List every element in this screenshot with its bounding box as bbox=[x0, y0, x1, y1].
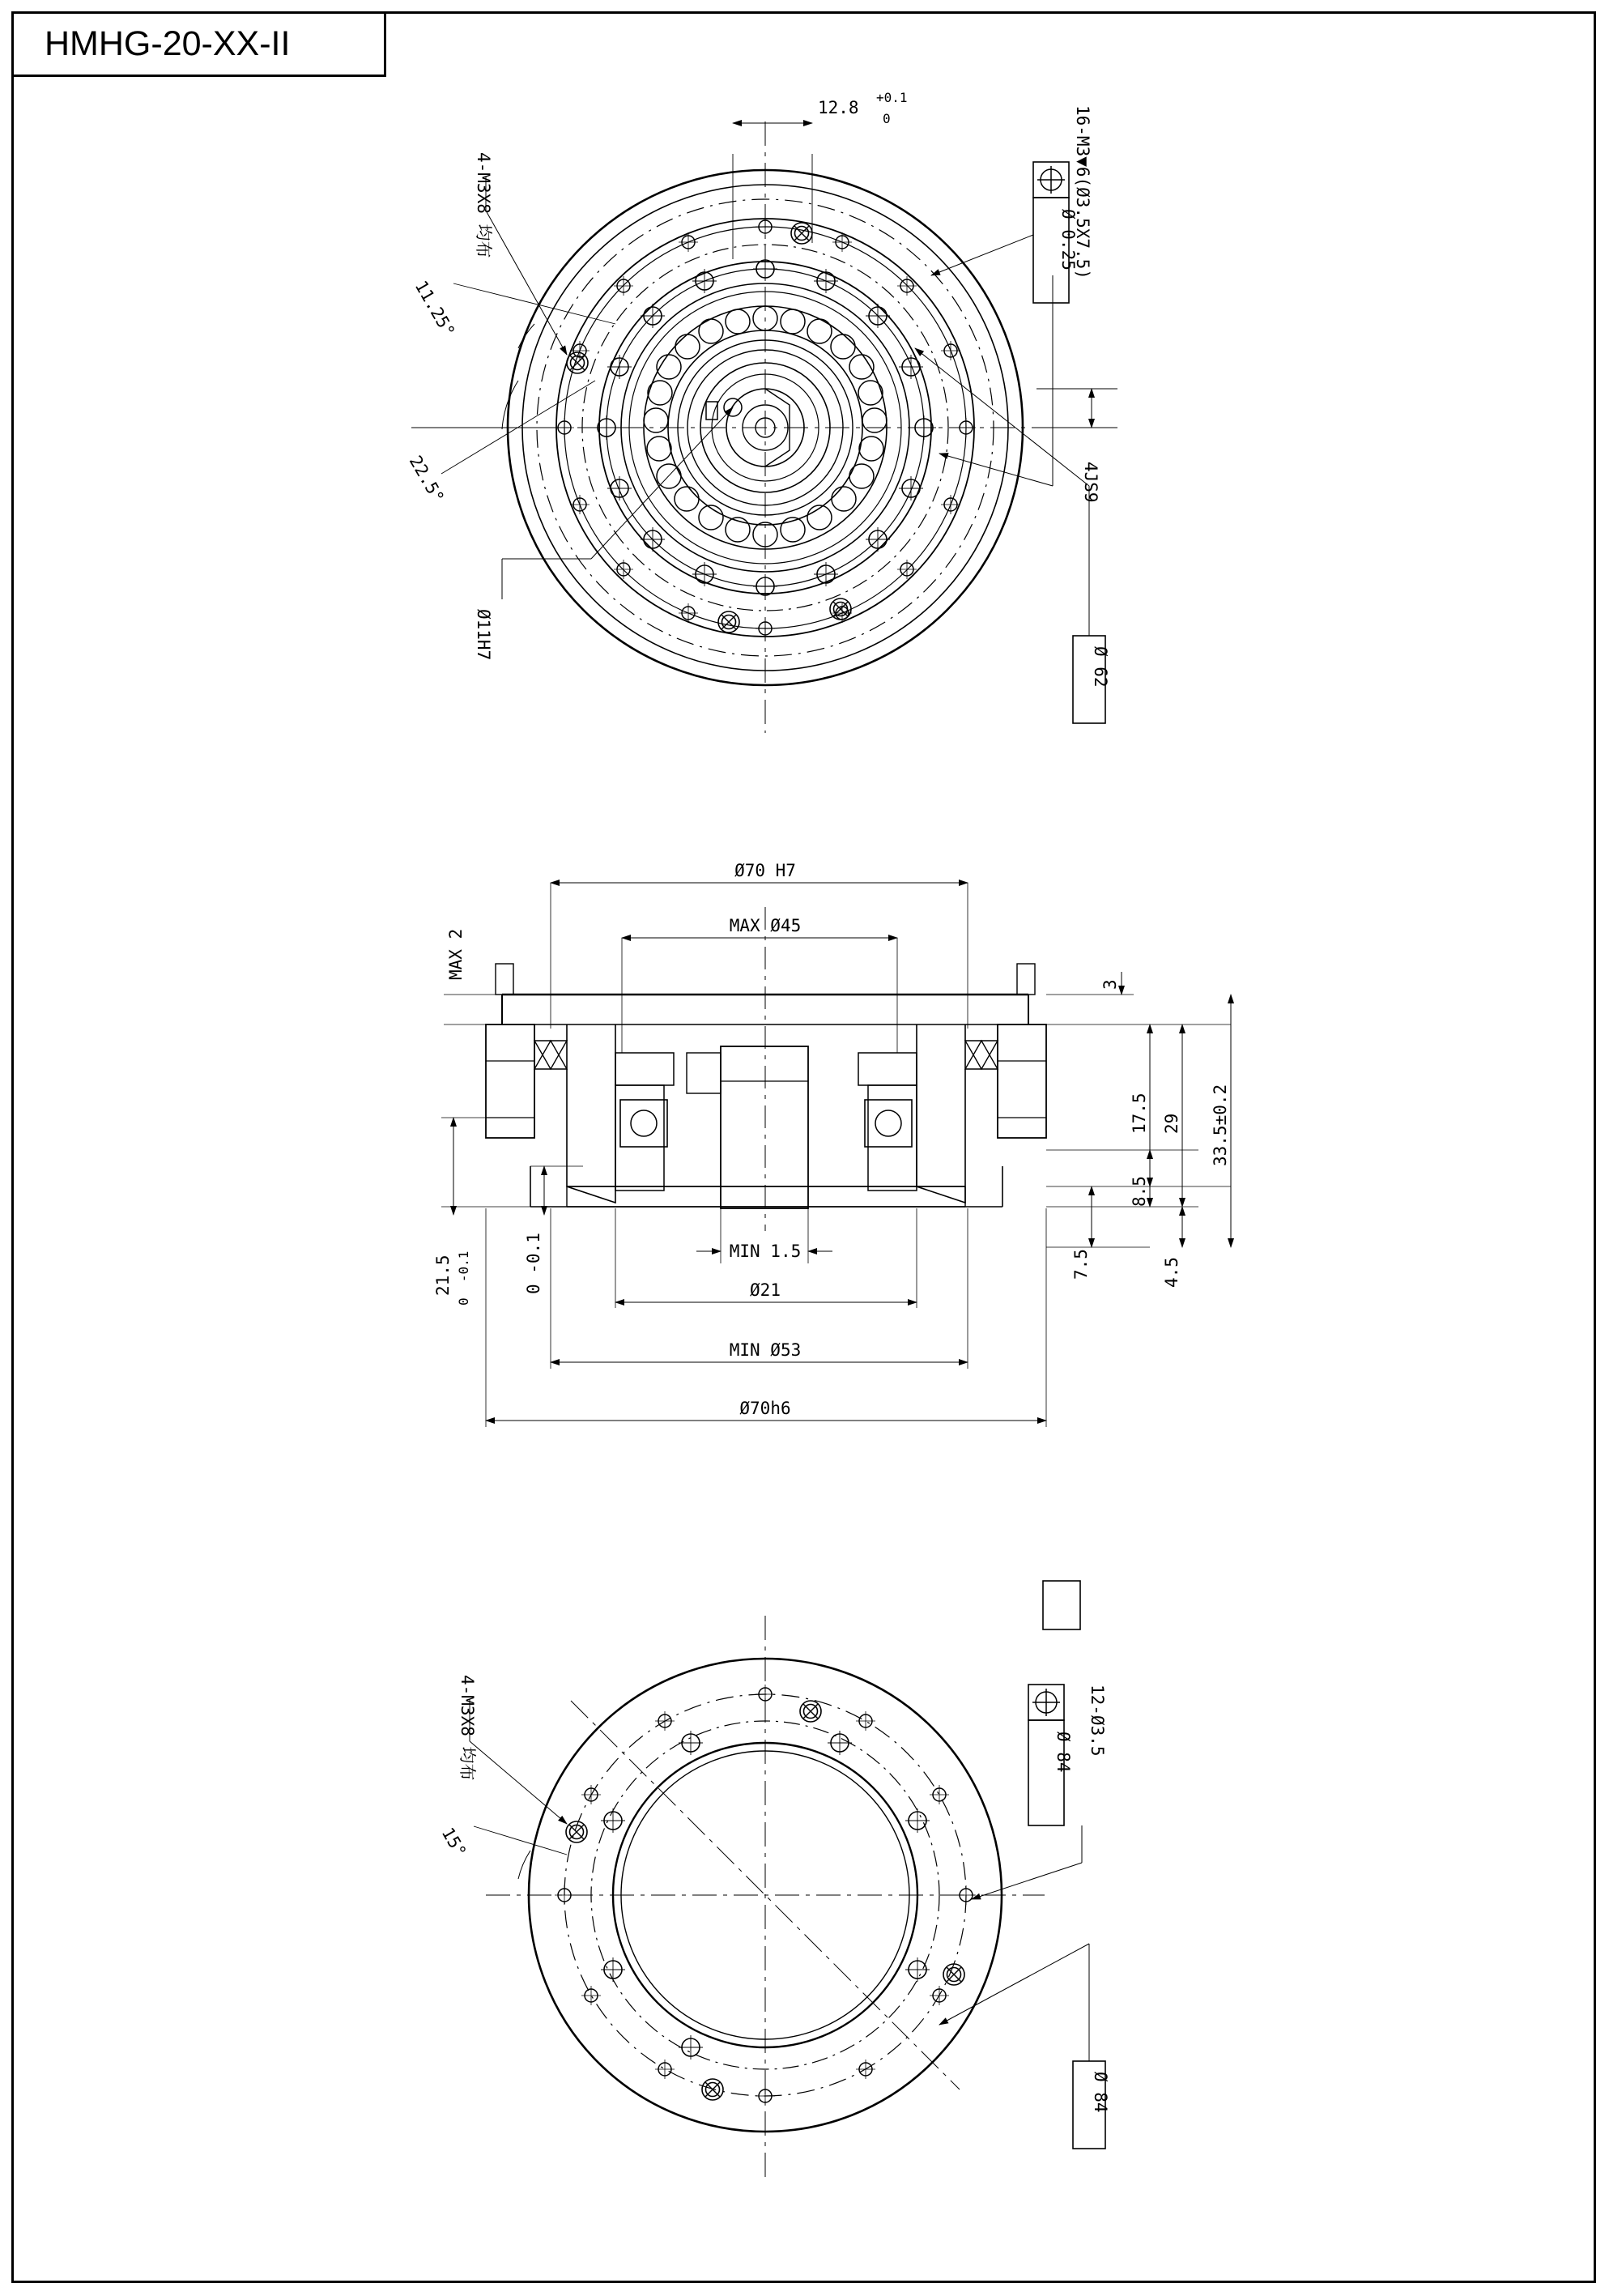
dim-3-label: 3 bbox=[1100, 979, 1120, 990]
dim-21-5-label: 21.5 bbox=[433, 1254, 453, 1296]
dim-d21-label: MIN 1.5 bbox=[729, 1242, 802, 1261]
fcf-position-top bbox=[1033, 162, 1078, 303]
dim-4-5-label: 4.5 bbox=[1162, 1257, 1181, 1288]
dim-d62-box bbox=[1073, 636, 1110, 723]
dim-max-d45-label: MAX Ø45 bbox=[729, 916, 802, 935]
dim-d70h7-label: Ø70 H7 bbox=[734, 861, 796, 880]
dim-min-d53-label: Ø21 bbox=[750, 1280, 781, 1300]
dim-17-5-label: 17.5 bbox=[1130, 1093, 1149, 1134]
dim-7-5-label: 7.5 bbox=[1071, 1249, 1091, 1280]
dim-min-1-5-label: 0 -0.1 bbox=[524, 1233, 543, 1294]
dim-12-8-tol-lower: 0 bbox=[883, 111, 891, 126]
note-4-m3x8-bottom-label: 4-M3X8 均布 bbox=[458, 1675, 477, 1781]
dim-12-8: 12.8 bbox=[818, 98, 859, 117]
note-16-m3-label: 16-M3▼6(Ø3.5X7.5) bbox=[1073, 105, 1092, 279]
dim-d84-box bbox=[1073, 2061, 1110, 2149]
dim-21-5-tol: 0 -0.1 bbox=[456, 1250, 471, 1306]
svg-text:Ø 84: Ø 84 bbox=[1091, 2072, 1110, 2113]
angle-15-label: 15° bbox=[437, 1824, 470, 1861]
note-4-m3x8-label: 4-M3X8 均布 bbox=[474, 152, 493, 258]
dim-8-5-label: 8.5 bbox=[1130, 1176, 1149, 1207]
dim-29-label: 29 bbox=[1162, 1113, 1181, 1134]
dim-12-8-tol-upper: +0.1 bbox=[876, 90, 908, 105]
fcf-value-top: Ø 0.25 bbox=[1058, 209, 1078, 270]
note-12-d3-5-label: 12-Ø3.5 bbox=[1088, 1685, 1107, 1757]
dim-d70h6-label: MIN Ø53 bbox=[729, 1340, 802, 1360]
dim-max-2-label: MAX 2 bbox=[446, 928, 466, 980]
svg-text:Ø 62: Ø 62 bbox=[1091, 646, 1110, 688]
cross-section-view bbox=[433, 861, 1231, 1427]
dim-4js9-label: 4JS9 bbox=[1081, 462, 1100, 503]
dim-d11h7-label: Ø11H7 bbox=[474, 609, 493, 661]
fcf-value-bottom: Ø 84 bbox=[1054, 1732, 1073, 1773]
dim-33-5-label: 33.5±0.2 bbox=[1211, 1084, 1230, 1166]
dim-d90h7-label: Ø70h6 bbox=[739, 1399, 791, 1418]
fcf-position-bottom bbox=[1028, 1581, 1080, 1825]
angle-11-25-label: 11.25° bbox=[411, 277, 459, 341]
front-face-view bbox=[406, 89, 1117, 733]
angle-22-5-label: 22.5° bbox=[405, 452, 449, 507]
rear-face-view bbox=[438, 1581, 1110, 2179]
page-title: HMHG-20-XX-II bbox=[45, 24, 291, 63]
